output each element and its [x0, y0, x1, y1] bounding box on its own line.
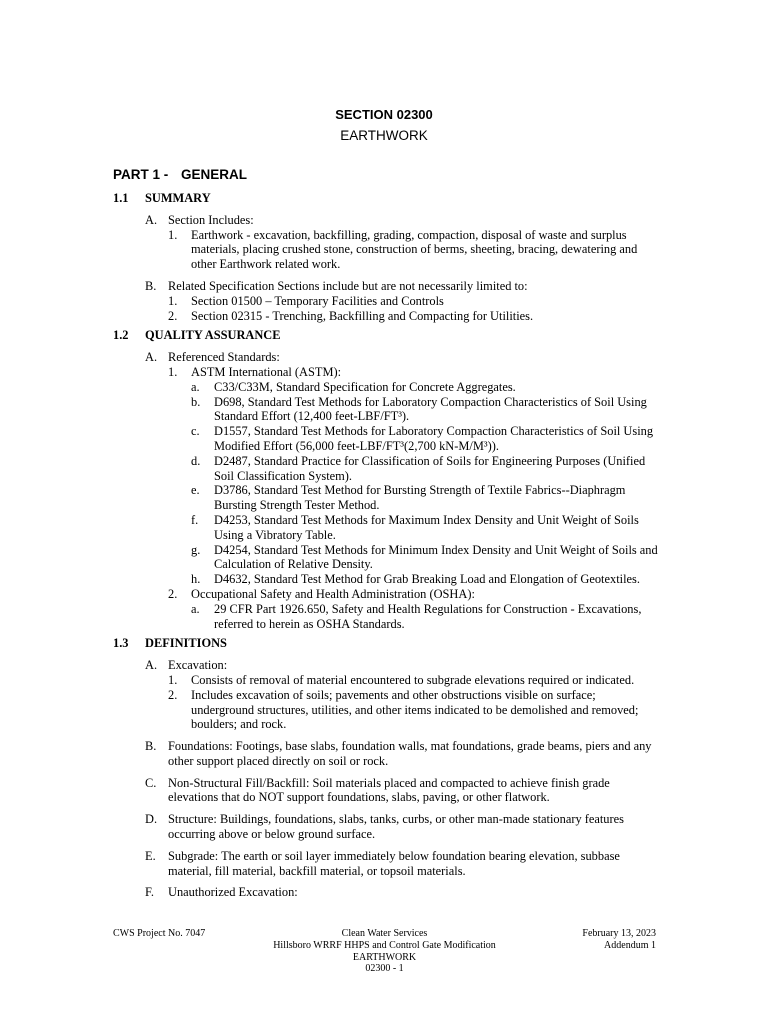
- list-item-text: D698, Standard Test Methods for Laboratory Compaction Characteristics of Soil Using Standard Effort (12,400 feet-LBF/FT³).: [214, 394, 647, 424]
- list-item-text: D4254, Standard Test Methods for Minimum Index Density and Unit Weight of Soils and Calculation of Relative Density.: [214, 542, 658, 572]
- footer-date: February 13, 2023: [582, 928, 656, 939]
- subparagraph-text: Section 01500 – Temporary Facilities and Controls: [191, 293, 444, 308]
- article-number: 1.2: [113, 328, 129, 343]
- paragraph-label: A.: [145, 350, 158, 365]
- paragraph-text: Referenced Standards:: [168, 350, 280, 365]
- subparagraph-text: Section 02315 - Trenching, Backfilling and Compacting for Utilities.: [191, 308, 534, 323]
- subparagraph-text: Earthwork - excavation, backfilling, grading, compaction, disposal of waste and surplus materials, placing crushed stone, construction of berms, sheeting, bracing, dewatering and other Earthwork related work.: [191, 227, 638, 272]
- paragraph: [113, 658, 658, 673]
- list-item-label: a.: [191, 601, 200, 616]
- list-item: [113, 454, 658, 484]
- subparagraph-label: 1.: [168, 364, 178, 379]
- paragraph: [113, 213, 658, 228]
- paragraph: [113, 739, 658, 769]
- footer-section-title: EARTHWORK: [352, 951, 417, 963]
- paragraph: [113, 812, 658, 842]
- article-title: QUALITY ASSURANCE: [145, 328, 281, 343]
- list-item: [113, 483, 658, 513]
- article-title: DEFINITIONS: [145, 636, 227, 651]
- article-heading: [113, 328, 658, 343]
- list-item-label: e.: [191, 483, 200, 498]
- subparagraph-label: 2.: [168, 586, 178, 601]
- list-item-label: f.: [191, 512, 199, 527]
- footer-project-number: CWS Project No. 7047: [113, 928, 206, 939]
- paragraph-label: C.: [145, 775, 157, 790]
- subparagraph: [113, 688, 658, 732]
- section-title: EARTHWORK: [340, 128, 428, 143]
- list-item: [113, 395, 658, 425]
- list-item-label: g.: [191, 542, 201, 557]
- list-item-label: d.: [191, 453, 201, 468]
- subparagraph: [113, 365, 658, 380]
- list-item: [113, 513, 658, 543]
- list-item-text: C33/C33M, Standard Specification for Concrete Aggregates.: [214, 379, 516, 394]
- footer-project-name: Hillsboro WRRF HHPS and Control Gate Modification: [273, 939, 496, 951]
- article-title: SUMMARY: [145, 191, 211, 205]
- subparagraph: [113, 309, 658, 324]
- part-title: GENERAL: [181, 167, 248, 182]
- list-item-label: a.: [191, 379, 200, 394]
- paragraph: [113, 776, 658, 806]
- subparagraph-text: Includes excavation of soils; pavements and other obstructions visible on surface; underground structures, utilities, and other items indicated to be demolished and removed; boulders; and rock.: [191, 687, 639, 732]
- list-item-text: D4632, Standard Test Method for Grab Breaking Load and Elongation of Geotextiles.: [214, 572, 640, 587]
- paragraph: [113, 885, 658, 900]
- paragraph-text: Non-Structural Fill/Backfill: Soil materials placed and compacted to achieve finish grade elevations that do NOT support foundations, slabs, paving, or other flatwork.: [168, 775, 610, 805]
- subparagraph-label: 1.: [168, 672, 178, 687]
- list-item: [113, 572, 658, 587]
- list-item-text: D4253, Standard Test Methods for Maximum Index Density and Unit Weight of Soils Using a Vibratory Table.: [214, 512, 639, 542]
- footer-organization: Clean Water Services: [341, 928, 428, 939]
- article-number: 1.3: [113, 636, 129, 651]
- paragraph-label: D.: [145, 812, 158, 827]
- subparagraph-label: 1.: [168, 227, 178, 242]
- list-item: [113, 543, 658, 573]
- paragraph-label: F.: [145, 885, 154, 900]
- footer-right: [582, 928, 656, 952]
- part-number: PART 1 -: [113, 167, 169, 182]
- list-item-text: D1557, Standard Test Methods for Laboratory Compaction Characteristics of Soil Using Modified Effort (56,000 feet-LBF/FT³(2,700 kN-M/M³)).: [214, 424, 654, 453]
- subparagraph: [113, 673, 658, 688]
- subparagraph-label: 1.: [168, 293, 178, 308]
- subparagraph: [113, 294, 658, 309]
- subparagraph-text: Occupational Safety and Health Administration (OSHA):: [191, 586, 475, 601]
- article-heading: [113, 636, 658, 651]
- document-body: [113, 191, 658, 900]
- article-heading: [113, 191, 658, 206]
- paragraph-label: A.: [145, 658, 158, 673]
- list-item: [113, 424, 658, 454]
- part-heading: [113, 168, 247, 183]
- paragraph-text: Unauthorized Excavation:: [168, 885, 298, 900]
- subparagraph: [113, 587, 658, 602]
- subparagraph-text: Consists of removal of material encountered to subgrade elevations required or indicated.: [191, 672, 635, 687]
- paragraph-text: Foundations: Footings, base slabs, foundation walls, mat foundations, grade beams, piers and any other support placed directly on soil or rock.: [168, 739, 652, 768]
- paragraph-label: E.: [145, 848, 156, 863]
- paragraph: [113, 350, 658, 365]
- subparagraph-label: 2.: [168, 308, 178, 323]
- paragraph-text: Structure: Buildings, foundations, slabs, tanks, curbs, or other man-made stationary features occurring above or below ground surface.: [168, 812, 624, 842]
- list-item-label: c.: [191, 424, 200, 439]
- subparagraph-label: 2.: [168, 687, 178, 702]
- list-item-label: h.: [191, 572, 201, 587]
- section-number: SECTION 02300: [335, 107, 433, 122]
- paragraph: [113, 849, 658, 879]
- subparagraph-text: ASTM International (ASTM):: [191, 364, 342, 379]
- list-item: [113, 602, 658, 632]
- list-item-text: 29 CFR Part 1926.650, Safety and Health Regulations for Construction - Excavations, referred to herein as OSHA Standards.: [214, 601, 642, 631]
- footer-page-number: 02300 - 1: [365, 963, 404, 975]
- subparagraph: [113, 228, 658, 272]
- article-number: 1.1: [113, 191, 129, 205]
- list-item-text: D3786, Standard Test Method for Bursting Strength of Textile Fabrics--Diaphragm Bursting Strength Tester Method.: [214, 483, 626, 513]
- list-item-text: D2487, Standard Practice for Classification of Soils for Engineering Purposes (Unified Soil Classification System).: [214, 453, 646, 483]
- paragraph-label: A.: [145, 212, 158, 227]
- footer-center: [113, 928, 656, 975]
- paragraph-text: Excavation:: [168, 658, 228, 673]
- list-item: [113, 380, 658, 395]
- paragraph: [113, 279, 658, 294]
- paragraph-label: B.: [145, 739, 157, 754]
- list-item-label: b.: [191, 394, 201, 409]
- footer-addendum: Addendum 1: [604, 939, 656, 951]
- paragraph-text: Subgrade: The earth or soil layer immediately below foundation bearing elevation, subbase material, fill material, backfill material, or topsoil materials.: [168, 848, 620, 878]
- paragraph-label: B.: [145, 278, 157, 293]
- paragraph-text: Section Includes:: [168, 212, 254, 227]
- paragraph-text: Related Specification Sections include but are not necessarily limited to:: [168, 278, 528, 293]
